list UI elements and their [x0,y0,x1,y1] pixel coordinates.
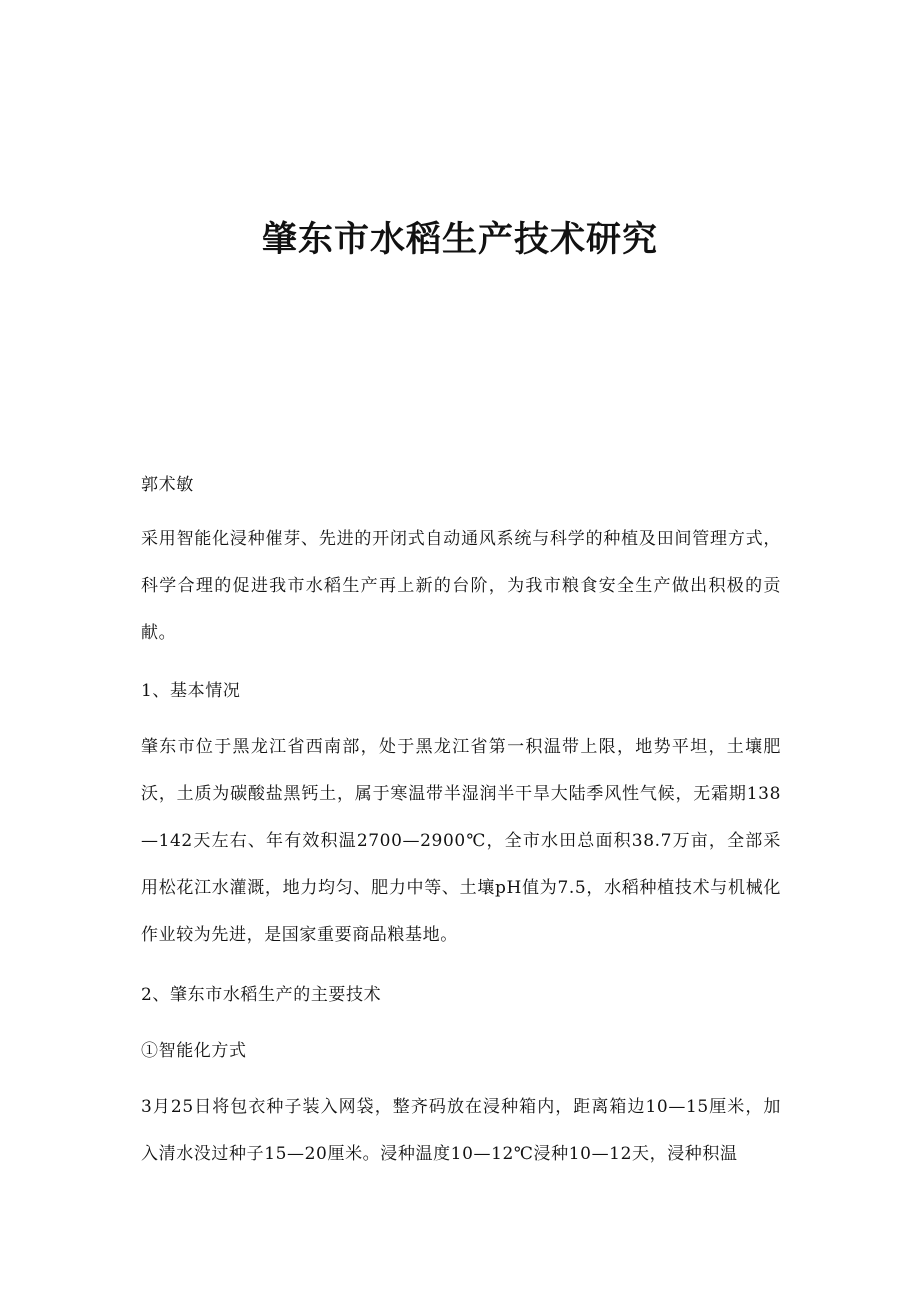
document-title: 肇东市水稻生产技术研究 [261,219,658,260]
abstract-paragraph: 采用智能化浸种催芽、先进的开闭式自动通风系统与科学的种植及田间管理方式，科学合理的促进我市水稻生产再上新的台阶，为我市粮食安全生产做出积极的贡献。 [141,529,781,643]
subsection-heading-intelligent-method: ①智能化方式 [141,1041,247,1061]
basic-situation-paragraph: 肇东市位于黑龙江省西南部，处于黑龙江省第一积温带上限，地势平坦，土壤肥沃，土质为碳酸盐黑钙土，属于寒温带半湿润半干旱大陆季风性气候，无霜期138—142天左右、年有效积温2700—2900℃，全市水田总面积38.7万亩，全部采用松花江水灌溉，地力均匀、肥力中等、土壤pH值为7.5，水稻种植技术与机械化作业较为先进，是国家重要商品粮基地。 [141,737,781,945]
section-heading-main-techniques: 2、肇东市水稻生产的主要技术 [141,985,382,1005]
section-heading-basic-situation: 1、基本情况 [141,681,241,701]
intelligent-method-paragraph: 3月25日将包衣种子装入网袋，整齐码放在浸种箱内，距离箱边10—15厘米，加入清水没过种子15—20厘米。浸种温度10—12℃浸种10—12天，浸种积温 [141,1097,781,1164]
author-name: 郭术敏 [141,475,194,495]
